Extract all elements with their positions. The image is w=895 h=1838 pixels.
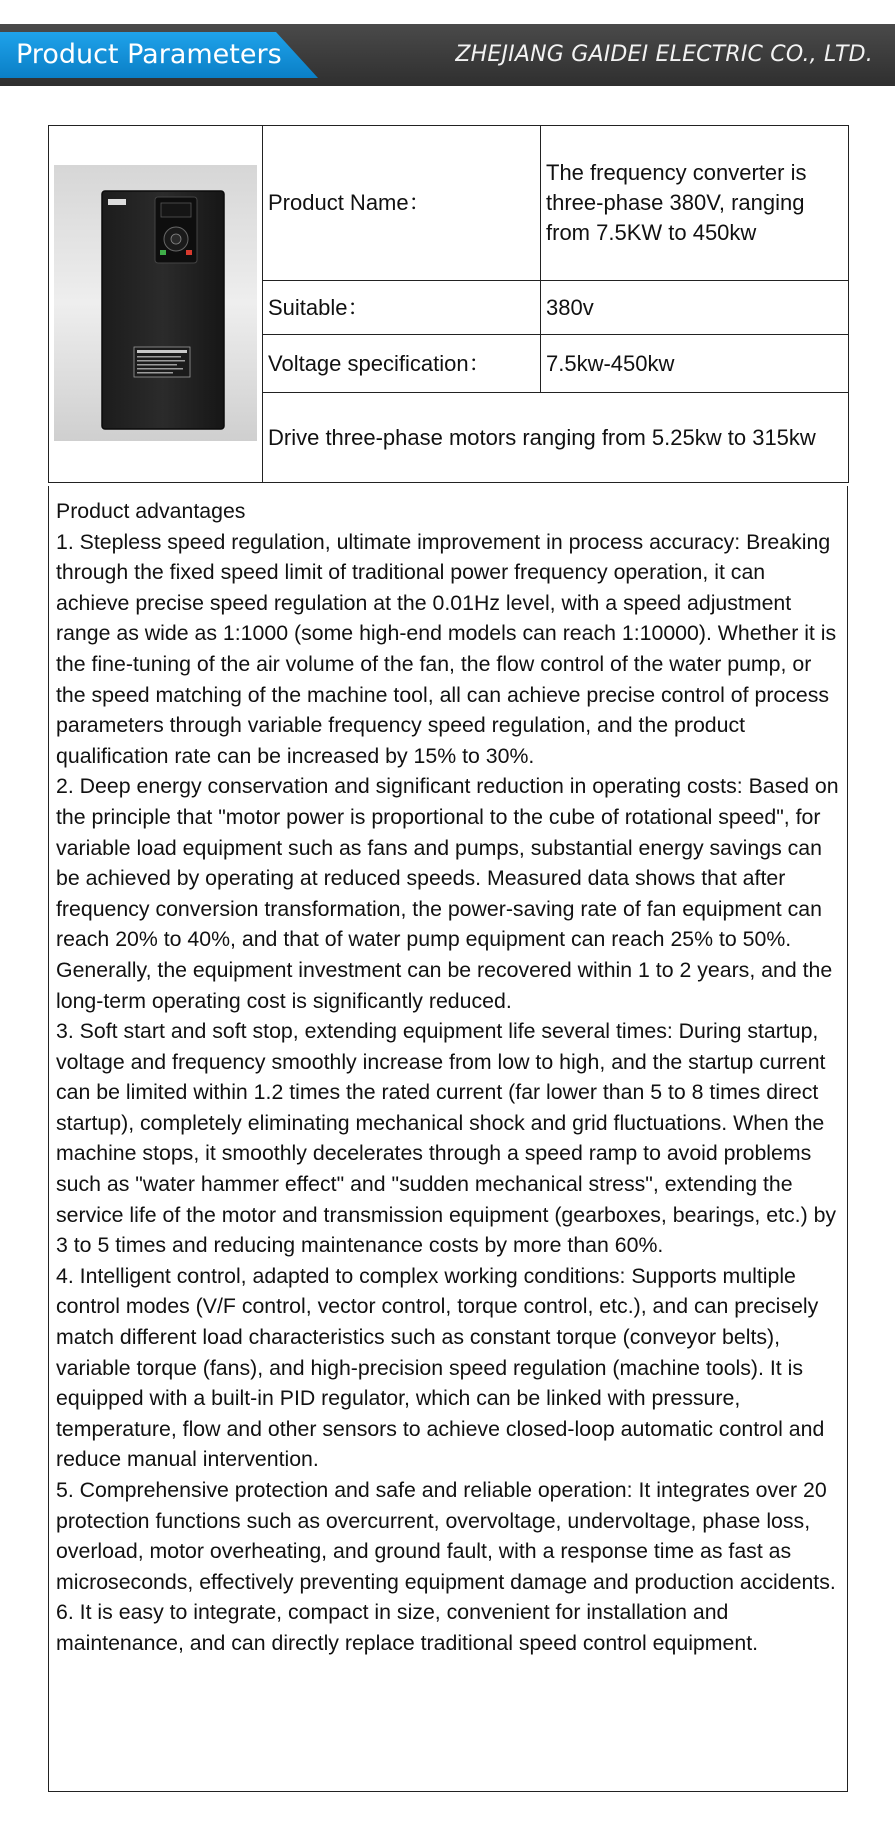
spec-row-product-name xyxy=(49,126,849,281)
advantage-item: 4. Intelligent control, adapted to complex working conditions: Supports multiple control modes (V/F control, vector control, torque control, etc.), and can precisely match different load characteristics such as constant torque (conveyor belts), variable torque (fans), and high-precision speed regulation (machine tools). It is equipped with a built-in PID regulator, which can be linked with pressure, temperature, flow and other sensors to achieve closed-loop automatic control and reduce manual intervention. xyxy=(56,1263,825,1472)
spec-label: Suitable： xyxy=(263,281,541,335)
product-image-cell xyxy=(49,126,263,483)
spec-label: Voltage specification： xyxy=(263,335,541,393)
page-title: Product Parameters xyxy=(16,39,282,70)
advantage-item: 1. Stepless speed regulation, ultimate improvement in process accuracy: Breaking through the fixed speed limit of traditional power frequency operation, it can achieve precise speed regulation at the 0.01Hz level, with a speed adjustment range as wide as 1:1000 (some high-end models can reach 1:10000). Whether it is the fine-tuning of the air volume of the fan, the flow control of the water pump, or the speed matching of the machine tool, all can achieve precise control of process parameters through variable frequency speed regulation, and the product qualification rate can be increased by 15% to 30%. xyxy=(56,529,837,768)
company-name: ZHEJIANG GAIDEI ELECTRIC CO., LTD. xyxy=(455,42,873,67)
spec-label: Product Name： xyxy=(263,126,541,281)
spec-value: 7.5kw-450kw xyxy=(541,335,849,393)
advantage-item: 2. Deep energy conservation and significant reduction in operating costs: Based on the principle that "motor power is proportional to the cube of rotational speed", for variable load equipment such as fans and pumps, substantial energy savings can be achieved by operating at reduced speeds. Measured data shows that after frequency conversion transformation, the power-saving rate of fan equipment can reach 20% to 40%, and that of water pump equipment can reach 25% to 50%. Generally, the equipment investment can be recovered within 1 to 2 years, and the long-term operating cost is significantly reduced. xyxy=(56,774,839,1013)
spec-value: 380v xyxy=(541,281,849,335)
spec-value: The frequency converter is three-phase 380V, ranging from 7.5KW to 450kw xyxy=(541,126,849,281)
frequency-converter-photo xyxy=(52,127,259,481)
advantage-item: 3. Soft start and soft stop, extending equipment life several times: During startup, voltage and frequency smoothly increase from low to high, and the startup current can be limited within 1.2 times the rated current (far lower than 5 to 8 times direct startup), completely eliminating mechanical shock and grid fluctuations. When the machine stops, it smoothly decelerates through a speed ramp to avoid problems such as "water hammer effect" and "sudden mechanical stress", extending the service life of the motor and transmission equipment (gearboxes, bearings, etc.) by 3 to 5 times and reducing maintenance costs by more than 60%. xyxy=(56,1019,837,1258)
spec-table xyxy=(48,125,849,483)
drive-note: Drive three-phase motors ranging from 5.25kw to 315kw xyxy=(263,393,849,483)
advantages-heading: Product advantages xyxy=(56,499,246,523)
advantages-section xyxy=(48,486,848,1792)
advantage-item: 5. Comprehensive protection and safe and reliable operation: It integrates over 20 protection functions such as overcurrent, overvoltage, undervoltage, phase loss, overload, motor overheating, and ground fault, with a response time as fast as microseconds, effectively preventing equipment damage and production accidents. xyxy=(56,1478,836,1594)
advantage-item: 6. It is easy to integrate, compact in size, convenient for installation and maintenance, and can directly replace traditional speed control equipment. xyxy=(56,1600,759,1655)
